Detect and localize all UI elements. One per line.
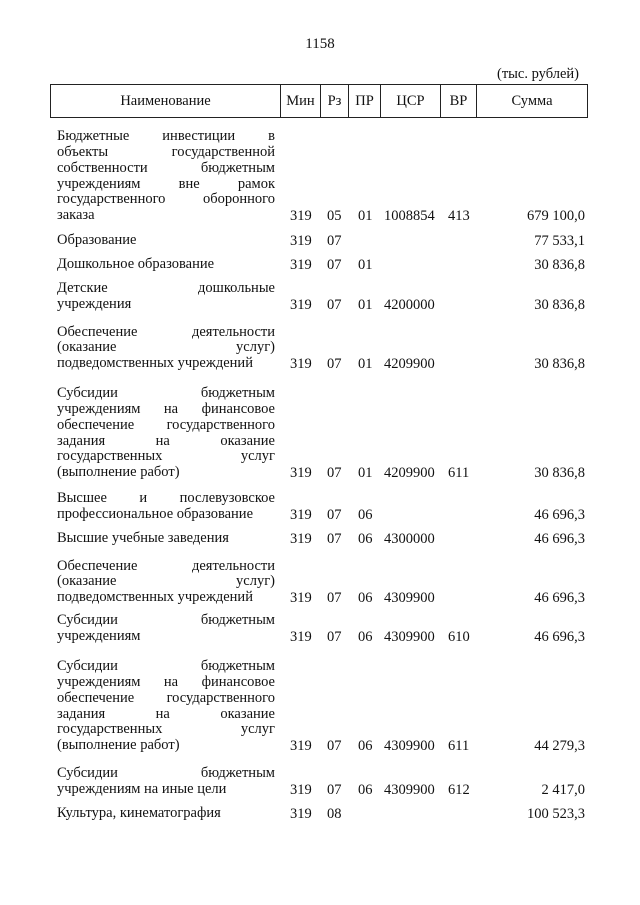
table-row [0,612,640,645]
row-name-line [57,233,275,249]
row-name-word: Высшие учебные заведения [57,530,229,547]
header-rz: Рз [321,85,349,117]
cell-min: 319 [290,207,312,224]
row-name-word: послевузовское [179,490,275,507]
row-name-word: Культура, кинематография [57,805,221,822]
cell-rz: 07 [327,355,342,372]
cell-pr: 01 [358,355,373,372]
row-name-word: бюджетным [200,658,275,675]
table-row [0,280,640,313]
cell-sum: 46 696,3 [534,530,585,547]
cell-min: 319 [290,737,312,754]
row-name-word: Субсидии [57,612,118,629]
header-min: Мин [281,85,321,117]
cell-min: 319 [290,805,312,822]
cell-vr: 610 [448,628,470,645]
row-name [57,806,275,822]
row-name-word: деятельности [191,557,275,574]
row-name-line [57,386,275,402]
row-name [57,233,275,249]
cell-pr: 06 [358,589,373,606]
row-name-word: бюджетным [200,612,275,629]
row-name-word: на [163,401,179,417]
table-row [0,658,640,754]
row-name [57,281,275,313]
header-vr: ВР [441,85,477,117]
row-name-line [57,325,275,341]
page-number: 1158 [305,36,335,52]
row-name-word: учреждениям [57,175,141,192]
row-name-line [57,208,275,224]
row-name-line [57,574,275,590]
cell-rz: 07 [327,464,342,481]
cell-sum: 46 696,3 [534,628,585,645]
row-name-line [57,192,275,208]
row-name-word: государственного [57,191,166,208]
cell-pr: 06 [358,530,373,547]
cell-sum: 30 836,8 [534,464,585,481]
cell-min: 319 [290,781,312,798]
row-name-word: финансовое [201,674,275,690]
row-name-word: собственности [57,159,148,176]
row-name [57,766,275,798]
row-name-word: учреждениям [57,674,141,690]
cell-sum: 30 836,8 [534,256,585,273]
table-header [50,84,588,118]
row-name-word: государственных [57,448,163,465]
row-name [57,129,275,224]
row-name-line [57,161,275,177]
cell-min: 319 [290,464,312,481]
row-name-word: (оказание [57,339,117,356]
row-name-word: учреждениям [57,401,141,417]
row-name-word: учреждениям [57,628,141,645]
row-name-word: государственного [166,416,275,433]
cell-pr: 06 [358,737,373,754]
row-name-line [57,129,275,145]
cell-min: 319 [290,296,312,313]
cell-csr: 4200000 [384,296,435,313]
row-name-word: бюджетным [200,159,275,176]
row-name [57,325,275,372]
cell-rz: 07 [327,296,342,313]
row-name-line [57,257,275,273]
row-name-word: оказание [220,432,275,449]
row-name-word: (оказание [57,573,117,590]
row-name [57,386,275,481]
cell-sum: 46 696,3 [534,589,585,606]
cell-sum: 2 417,0 [541,781,585,798]
cell-min: 319 [290,589,312,606]
row-name-line [57,434,275,450]
row-name-word: (выполнение работ) [57,737,180,754]
cell-csr: 4309900 [384,781,435,798]
row-name-word: обеспечение [57,689,135,706]
row-name-word: бюджетным [200,765,275,782]
cell-csr: 1008854 [384,207,435,224]
row-name-word: и [139,490,148,507]
header-pr: ПР [349,85,381,117]
table-row [0,765,640,798]
row-name-word: услуг) [236,573,275,590]
cell-pr: 06 [358,628,373,645]
cell-csr: 4209900 [384,464,435,481]
cell-sum: 77 533,1 [534,232,585,249]
row-name-word: оборонного [203,191,275,208]
cell-sum: 46 696,3 [534,506,585,523]
cell-pr: 06 [358,781,373,798]
table-row [0,530,640,547]
row-name-word: услуг [240,721,275,738]
row-name [57,613,275,645]
row-name-word: финансовое [201,401,275,417]
row-name-word: бюджетным [200,385,275,402]
row-name-line [57,722,275,738]
cell-csr: 4309900 [384,589,435,606]
header-name: Наименование [51,85,281,117]
row-name-word: оказание [220,705,275,722]
header-sum: Сумма [511,93,553,109]
table-row [0,324,640,372]
row-name-word: объекты [57,144,109,160]
cell-min: 319 [290,355,312,372]
row-name-line [57,340,275,356]
table-row [0,256,640,273]
row-name-line [57,402,275,418]
cell-rz: 07 [327,781,342,798]
row-name-line [57,418,275,434]
cell-rz: 07 [327,256,342,273]
row-name-word: рамок [237,175,275,192]
row-name-word: Обеспечение [57,323,138,340]
cell-csr: 4309900 [384,628,435,645]
cell-rz: 05 [327,207,342,224]
row-name-line [57,766,275,782]
cell-pr: 06 [358,506,373,523]
cell-min: 319 [290,628,312,645]
row-name-line [57,297,275,313]
row-name-word: Высшее [57,490,107,507]
cell-min: 319 [290,232,312,249]
table-row [0,128,640,224]
row-name-word: Обеспечение [57,557,138,574]
row-name-line [57,613,275,629]
table-row [0,232,640,249]
row-name-word: государственных [57,721,163,738]
row-name-word: государственной [171,144,275,160]
cell-pr: 01 [358,256,373,273]
cell-sum: 679 100,0 [527,207,585,224]
row-name-word: (выполнение работ) [57,464,180,481]
row-name-line [57,707,275,723]
cell-csr: 4300000 [384,530,435,547]
cell-pr: 01 [358,296,373,313]
cell-rz: 07 [327,589,342,606]
row-name-word: государственного [166,689,275,706]
row-name-line [57,738,275,754]
row-name-line [57,465,275,481]
row-name-word: задания [57,432,106,449]
row-name-word: учреждения [57,296,132,313]
row-name-word: учреждениям на иные цели [57,781,227,798]
row-name [57,491,275,523]
row-name-line [57,145,275,161]
row-name-word: Бюджетные [57,128,130,145]
cell-sum: 44 279,3 [534,737,585,754]
cell-min: 319 [290,506,312,523]
cell-pr: 01 [358,207,373,224]
row-name-word: на [155,432,170,449]
row-name-line [57,806,275,822]
row-name-word: Субсидии [57,765,118,782]
row-name-line [57,491,275,507]
row-name-line [57,659,275,675]
row-name-word: дошкольные [198,280,275,297]
cell-rz: 07 [327,232,342,249]
row-name-word: Субсидии [57,385,118,402]
row-name-word: Детские [57,280,108,297]
row-name-word: на [163,674,179,690]
header-csr: ЦСР [381,85,441,117]
row-name-word: в [268,128,275,145]
row-name-word: профессиональное образование [57,506,254,523]
row-name-word: обеспечение [57,416,135,433]
row-name-word: вне [178,175,200,192]
row-name-word: заказа [57,207,95,224]
row-name-line [57,782,275,798]
row-name [57,531,275,547]
row-name-word: подведомственных учреждений [57,589,253,606]
row-name-line [57,531,275,547]
cell-rz: 08 [327,805,342,822]
row-name [57,559,275,606]
cell-sum: 30 836,8 [534,355,585,372]
cell-sum: 30 836,8 [534,296,585,313]
cell-min: 319 [290,256,312,273]
cell-rz: 07 [327,506,342,523]
row-name-line [57,507,275,523]
row-name-line [57,675,275,691]
cell-rz: 07 [327,737,342,754]
row-name-word: Субсидии [57,658,118,675]
row-name-word: услуг [240,448,275,465]
row-name [57,257,275,273]
table-row [0,558,640,606]
table-row [0,490,640,523]
cell-pr: 01 [358,464,373,481]
row-name-word: задания [57,705,106,722]
row-name-line [57,629,275,645]
table-row [0,385,640,481]
row-name-word: подведомственных учреждений [57,355,253,372]
row-name-word: услуг) [236,339,275,356]
row-name-word: инвестиции [162,128,236,145]
row-name-word: на [155,705,170,722]
row-name-line [57,449,275,465]
row-name-word: Дошкольное образование [57,256,215,273]
row-name-word: Образование [57,232,137,249]
cell-vr: 611 [448,464,470,481]
row-name-line [57,356,275,372]
table-row [0,805,640,822]
row-name-word: деятельности [191,323,275,340]
cell-min: 319 [290,530,312,547]
row-name-line [57,559,275,575]
cell-rz: 07 [327,628,342,645]
row-name-line [57,177,275,193]
cell-vr: 611 [448,737,470,754]
row-name [57,659,275,754]
row-name-line [57,691,275,707]
row-name-line [57,281,275,297]
cell-csr: 4209900 [384,355,435,372]
row-name-line [57,590,275,606]
cell-vr: 413 [448,207,470,224]
cell-sum: 100 523,3 [527,805,585,822]
cell-csr: 4309900 [384,737,435,754]
units-label: (тыс. рублей) [497,66,579,82]
cell-vr: 612 [448,781,470,798]
cell-rz: 07 [327,530,342,547]
